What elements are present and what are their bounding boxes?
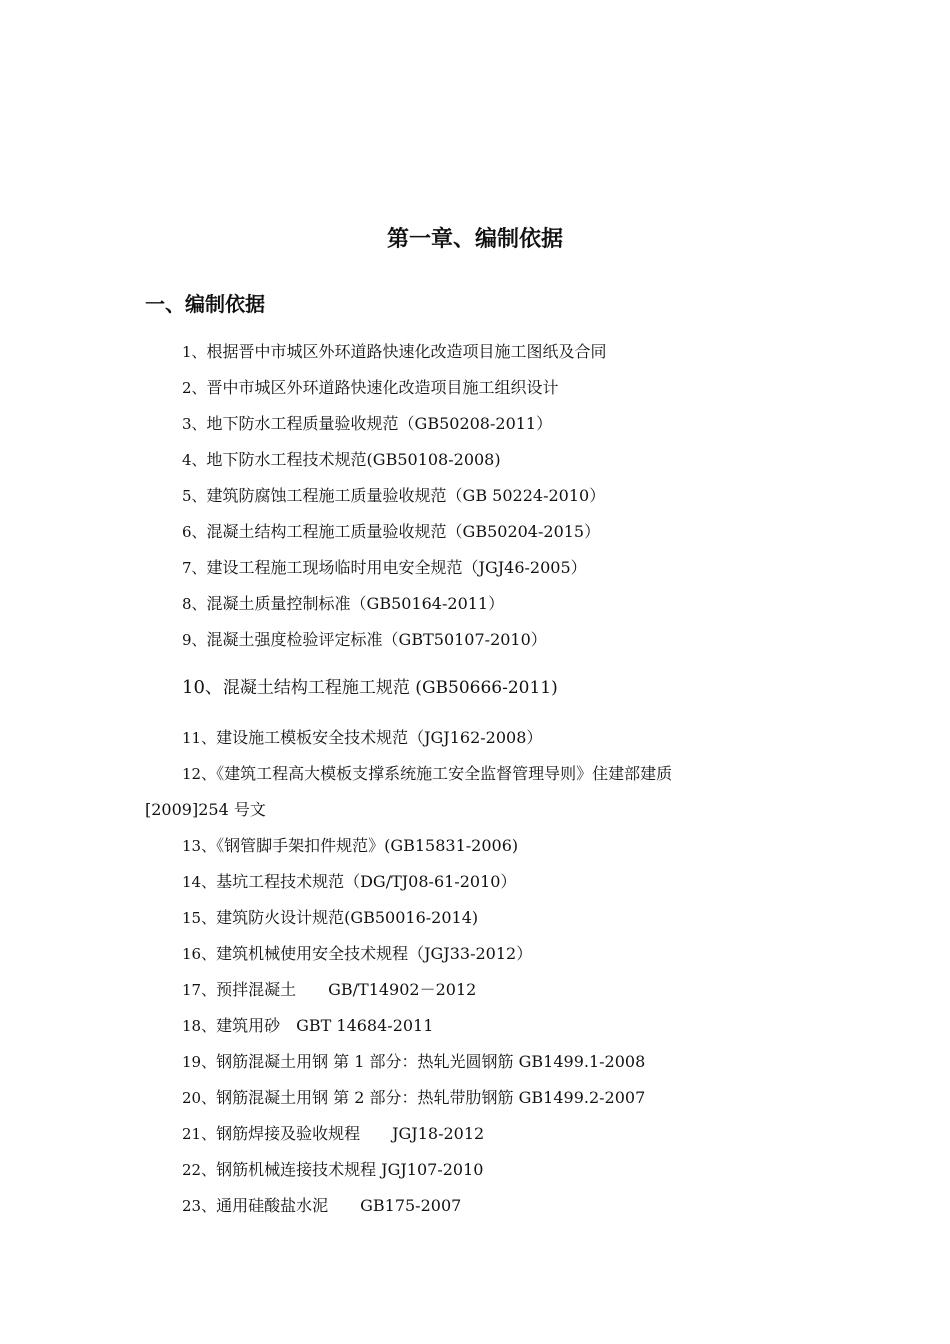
list-item: 15、建筑防火设计规范(GB50016-2014)	[182, 908, 479, 927]
list-item: 16、建筑机械使用安全技术规程（JGJ33-2012）	[182, 944, 533, 963]
list-item: 10、混凝土结构工程施工规范 (GB50666-2011)	[182, 677, 558, 698]
chapter-title: 第一章、编制依据	[386, 227, 563, 252]
list-item: 7、建设工程施工现场临时用电安全规范（JGJ46-2005）	[182, 558, 587, 577]
list-item: 8、混凝土质量控制标准（GB50164-2011）	[182, 594, 505, 613]
list-item: 20、钢筋混凝土用钢 第 2 部分：热轧带肋钢筋 GB1499.2-2007	[182, 1088, 646, 1107]
list-item: 6、混凝土结构工程施工质量验收规范（GB50204-2015）	[182, 522, 601, 541]
list-item: 23、通用硅酸盐水泥 GB175-2007	[182, 1196, 462, 1215]
list-item: 5、建筑防腐蚀工程施工质量验收规范（GB 50224-2010）	[182, 486, 606, 505]
list-item: 3、地下防水工程质量验收规范（GB50208-2011）	[182, 414, 553, 433]
list-item: 13、《钢管脚手架扣件规范》(GB15831-2006)	[182, 836, 519, 855]
section-title: 一、编制依据	[145, 292, 265, 316]
list-item-continuation: [2009]254 号文	[145, 800, 266, 819]
list-item: 2、晋中市城区外环道路快速化改造项目施工组织设计	[182, 378, 559, 397]
list-item: 9、混凝土强度检验评定标准（GBT50107-2010）	[182, 630, 547, 649]
list-item: 14、基坑工程技术规范（DG/TJ08-61-2010）	[182, 872, 517, 891]
list-item: 1、根据晋中市城区外环道路快速化改造项目施工图纸及合同	[182, 342, 607, 361]
list-item: 11、建设施工模板安全技术规范（JGJ162-2008）	[182, 728, 543, 747]
list-item: 19、钢筋混凝土用钢 第 1 部分：热轧光圆钢筋 GB1499.1-2008	[182, 1052, 646, 1071]
list-item: 17、预拌混凝土 GB/T14902－2012	[182, 980, 477, 999]
list-item: 4、地下防水工程技术规范(GB50108-2008)	[182, 450, 501, 469]
list-item: 18、建筑用砂 GBT 14684-2011	[182, 1016, 434, 1035]
list-item: 21、钢筋焊接及验收规程 JGJ18-2012	[182, 1124, 485, 1143]
list-item: 12、《建筑工程高大模板支撑系统施工安全监督管理导则》住建部建质 [2009]254 号文	[182, 762, 807, 822]
list-item: 22、钢筋机械连接技术规程 JGJ107-2010	[182, 1160, 484, 1179]
